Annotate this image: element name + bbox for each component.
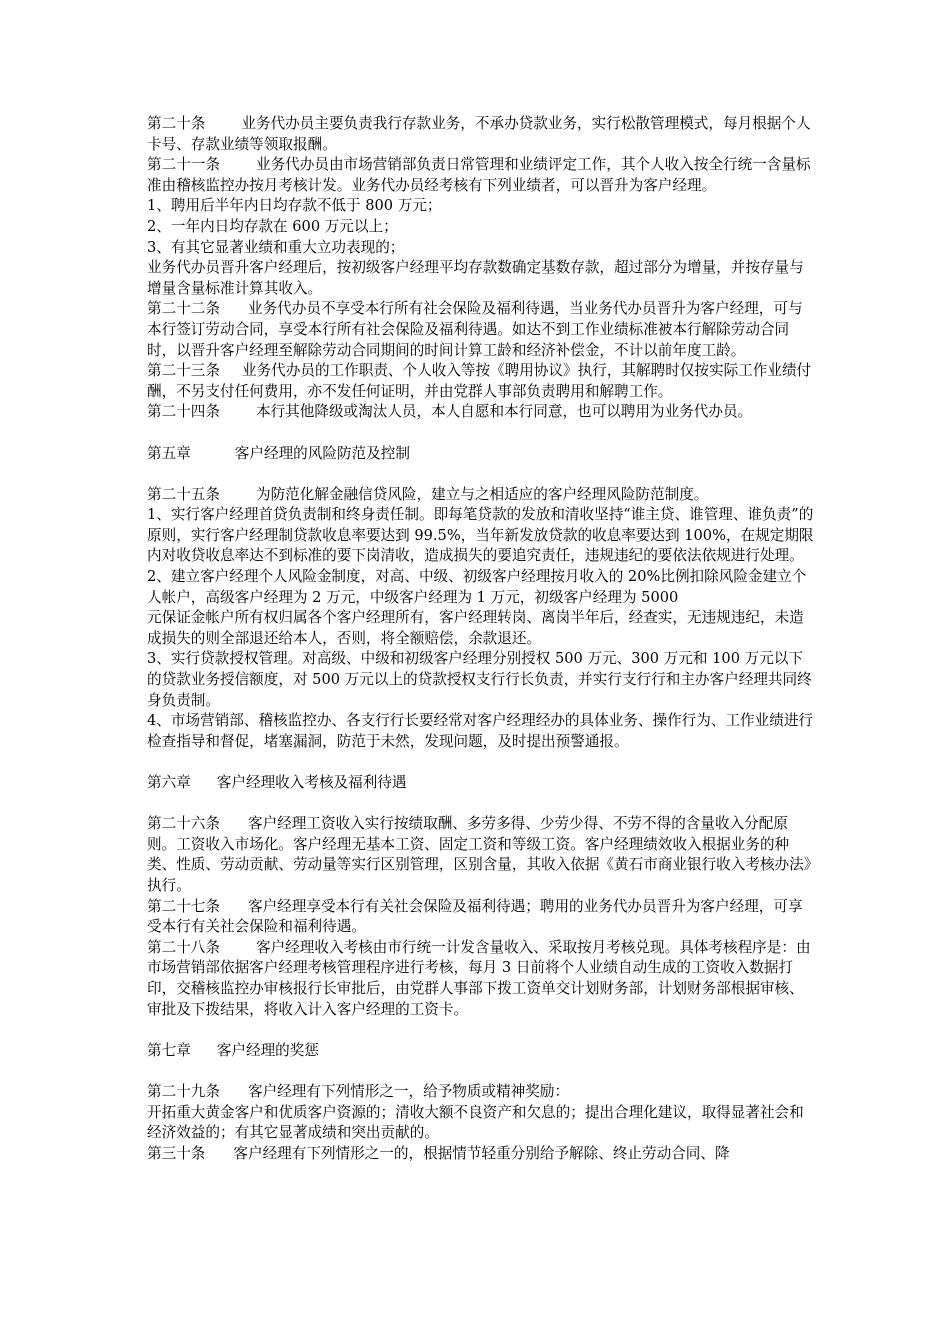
chapter-heading-7: [147, 1041, 815, 1062]
chapter-title: 客户经理的奖惩: [216, 1041, 319, 1059]
chapter-title: 客户经理收入考核及福利待遇: [216, 774, 407, 791]
chapter-heading-6: [147, 773, 815, 794]
article-text: 业务代办员不享受本行所有社会保险及福利待遇，当业务代办员晋升为客户经理，可与本行签订劳动合同，享受本行所有社会保险及福利待遇。如达不到工作业绩标准被本行解除劳动合同时，以晋升客户经理至解除劳动合同期间的时间计算工龄和经济补偿金，不计以前年度工龄。: [147, 300, 803, 359]
article-29: [147, 1082, 815, 1103]
article-23: [147, 361, 815, 402]
paragraph: 开拓重大黄金客户和优质客户资源的；清收大额不良资产和欠息的；提出合理化建议，取得显著社会和经济效益的；有其它显著成绩和突出贡献的。: [147, 1103, 804, 1142]
article-label: 第二十六条: [147, 815, 220, 833]
blank-line: [147, 752, 815, 773]
article-28: [147, 938, 815, 1020]
blank-line: [147, 794, 815, 815]
article-text: 客户经理工资收入实行按绩取酬、多劳多得、少劳少得、不劳不得的含量收入分配原则。工资收入市场化。客户经理无基本工资、固定工资和等级工资。客户经理绩效收入根据业务的种类、性质、劳动贡献、劳动量等实行区别管理，区别含量，其收入依据《黄石市商业银行收入考核办法》执行。: [147, 815, 812, 894]
paragraph: 业务代办员晋升客户经理后，按初级客户经理平均存款数确定基数存款，超过部分为增量，并按存量与增量含量标准计算其收入。: [147, 259, 804, 297]
article-label: 第二十七条: [147, 897, 220, 915]
list-item: 1、实行客户经理首贷负责制和终身责任制。即每笔贷款的发放和清收坚持“谁主贷、谁管理、谁负责”的原则，实行客户经理制贷款收息率要达到 99.5%，当年新发放贷款的收息率要达到 100%，在规定期限内对收贷收息率达不到标准的要下岗清收，造成损失的要追究责任，违规违纪的要依法依规进行处理。: [147, 506, 814, 565]
chapter-label: 第六章: [147, 774, 191, 791]
blank-line: [147, 423, 815, 444]
article-24: [147, 402, 815, 423]
article-25: [147, 485, 815, 506]
article-21: [147, 155, 815, 196]
article-26: [147, 814, 815, 896]
article-label: 第二十五条: [147, 485, 220, 503]
article-label: 第二十三条: [147, 362, 220, 380]
article-text: 业务代办员主要负责我行存款业务，不承办贷款业务，实行松散管理模式，每月根据个人卡号、存款业绩等领取报酬。: [147, 115, 811, 153]
article-text: 业务代办员的工作职责、个人收入等按《聘用协议》执行，其解聘时仅按实际工作业绩付酬，不另支付任何费用，亦不发任何证明，并由党群人事部负责聘用和解聘工作。: [147, 362, 812, 400]
article-text: 本行其他降级或淘汰人员，本人自愿和本行同意，也可以聘用为业务代办员。: [255, 403, 753, 421]
list-item: 3、有其它显著业绩和重大立功表现的；: [147, 238, 405, 256]
article-label: 第二十八条: [147, 938, 220, 956]
article-text: 客户经理有下列情形之一，给予物质或精神奖励：: [247, 1082, 570, 1100]
article-text: 客户经理有下列情形之一的，根据情节轻重分别给予解除、终止劳动合同、降: [233, 1144, 730, 1162]
list-item: 4、市场营销部、稽核监控办、各支行行长要经常对客户经理经办的具体业务、操作行为、工作业绩进行检查指导和督促，堵塞漏洞，防范于未然，发现问题，及时提出预警通报。: [147, 712, 814, 750]
article-label: 第二十九条: [147, 1082, 220, 1100]
paragraph: 元保证金帐户所有权归属各个客户经理所有，客户经理转岗、离岗半年后，经查实，无违规违纪，未造成损失的则全部退还给本人，否则，将全额赔偿，余款退还。: [147, 609, 804, 647]
list-item: 2、一年内日均存款在 600 万元以上；: [147, 217, 398, 235]
list-item: 2、建立客户经理个人风险金制度，对高、中级、初级客户经理按月收入的 20%比例扣除风险金建立个人帐户，高级客户经理为 2 万元，中级客户经理为 1 万元，初级客户经理为 5000: [147, 568, 807, 606]
article-30: [147, 1144, 815, 1165]
article-label: 第二十一条: [147, 156, 220, 174]
article-27: [147, 897, 815, 938]
document-body: [147, 114, 815, 1164]
list-item: 3、实行贷款授权管理。对高级、中级和初级客户经理分别授权 500 万元、300 万元和 100 万元以下的贷款业务授信额度，对 500 万元以上的贷款授权支行行长负责，并实行支行行和主办客户经理共同终身负责制。: [147, 650, 812, 709]
blank-line: [147, 464, 815, 485]
article-22: [147, 299, 815, 361]
article-label: 第二十二条: [147, 300, 220, 318]
blank-line: [147, 1020, 815, 1041]
article-label: 第二十条: [147, 115, 206, 132]
chapter-label: 第五章: [147, 444, 191, 462]
article-text: 客户经理享受本行有关社会保险及福利待遇；聘用的业务代办员晋升为客户经理，可享受本行有关社会保险和福利待遇。: [147, 897, 803, 936]
chapter-heading-5: [147, 444, 815, 465]
article-text: 为防范化解金融信贷风险，建立与之相适应的客户经理风险防范制度。: [255, 485, 709, 503]
article-label: 第二十四条: [147, 403, 220, 421]
article-20: [147, 114, 815, 155]
article-label: 第三十条: [147, 1144, 206, 1162]
article-text: 业务代办员由市场营销部负责日常管理和业绩评定工作，其个人收入按全行统一含量标准由稽核监控办按月考核计发。业务代办员经考核有下列业绩者，可以晋升为客户经理。: [147, 156, 811, 194]
blank-line: [147, 1061, 815, 1082]
chapter-label: 第七章: [147, 1041, 191, 1059]
list-item: 1、聘用后半年内日均存款不低于 800 万元；: [147, 197, 442, 215]
article-text: 客户经理收入考核由市行统一计发含量收入、采取按月考核兑现。具体考核程序是：由市场营销部依据客户经理考核管理程序进行考核，每月 3 日前将个人业绩自动生成的工资收入数据打印，交稽核监控办审核报行长审批后，由党群人事部下拨工资单交计划财务部，计划财务部根据审核、审批及下拨结果，将收入计入客户经理的工资卡。: [147, 938, 811, 1018]
chapter-title: 客户经理的风险防范及控制: [234, 444, 410, 462]
